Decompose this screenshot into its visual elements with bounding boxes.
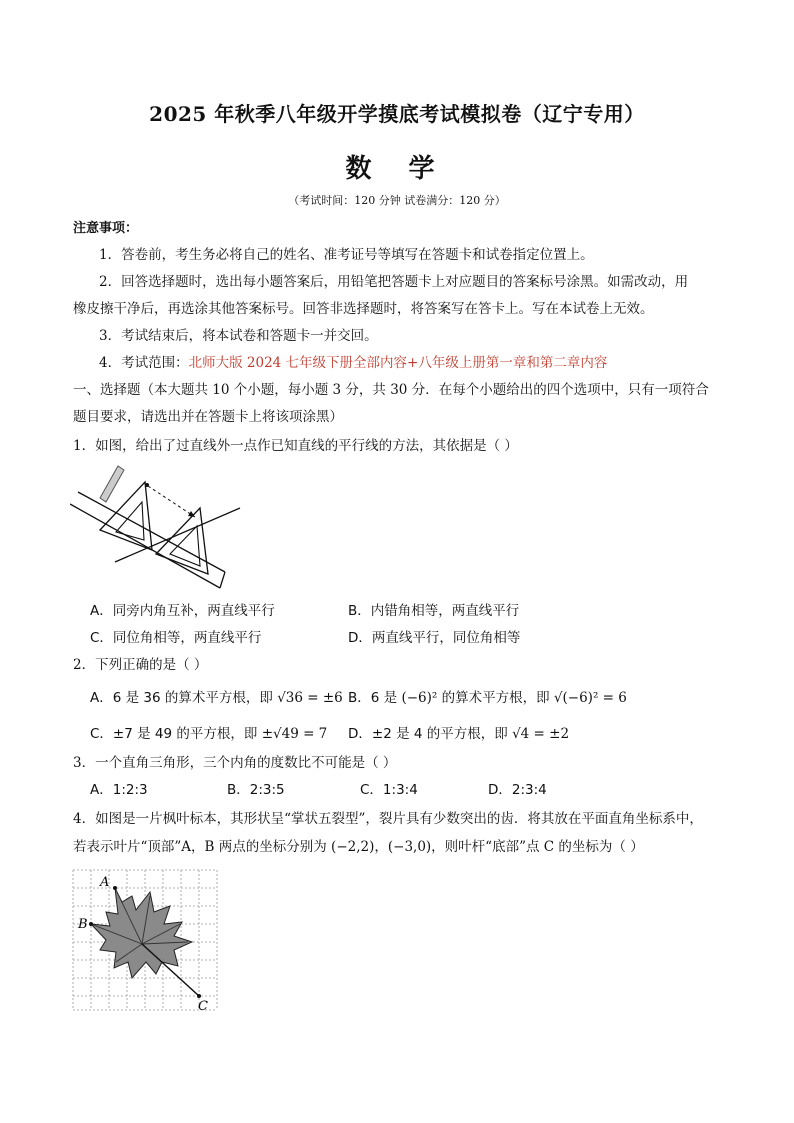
- q3-stem: 3．一个直角三角形，三个内角的度数比不可能是（ ）: [73, 755, 397, 771]
- q1-option-b: B．内错角相等，两直线平行: [348, 603, 520, 619]
- scope-text: 北师大版 2024 七年级下册全部内容+八年级上册第一章和第二章内容: [188, 355, 608, 371]
- notice-item-2: 2．回答选择题时，选出每小题答案后，用铅笔把答题卡上对应题目的答案标号涂黑。如需改动，用: [99, 274, 689, 290]
- fig-point-c: [197, 994, 201, 998]
- q1-option-a: A．同旁内角互补，两直线平行: [90, 603, 275, 619]
- q3-option-d: D．2:3:4: [488, 782, 547, 798]
- q3-option-b: B．2:3:5: [227, 782, 285, 798]
- notice-item-1: 1．答卷前，考生务必将自己的姓名、准考证号等填写在答题卡和试卷指定位置上。: [99, 247, 594, 263]
- q2-option-a-math: √36 = ±6: [277, 690, 343, 706]
- page-title: 2025 年秋季八年级开学摸底考试模拟卷（辽宁专用）: [149, 102, 645, 126]
- q2-option-a-text: A．6 是 36 的算术平方根，即: [90, 690, 273, 706]
- q2-option-b-mid: 的算术平方根，即: [441, 690, 550, 706]
- subject-title: 数 学: [345, 154, 449, 184]
- fig-ruler-end: [220, 572, 225, 588]
- q1-option-c: C．同位角相等，两直线平行: [90, 630, 262, 646]
- exam-meta: （考试时间：120 分钟 试卷满分：120 分）: [288, 194, 506, 207]
- q2-option-b: [348, 689, 627, 707]
- q3-option-c: C．1:3:4: [360, 782, 418, 798]
- q2-stem: 2．下列正确的是（ ）: [73, 657, 208, 673]
- fig-known-line: [115, 508, 240, 562]
- pencil-icon: [100, 466, 124, 502]
- q2-option-a: [90, 689, 343, 707]
- fig-label-b: B: [78, 917, 88, 932]
- section1-line1: 一、选择题（本大题共 10 个小题，每小题 3 分，共 30 分．在每个小题给出的四个选项中，只有一项符合: [73, 382, 709, 398]
- notice-item-4: [99, 354, 607, 372]
- q2-option-b-math1: (−6)²: [401, 690, 438, 706]
- fig-point-a: [113, 886, 117, 890]
- q2-option-d: [348, 725, 569, 743]
- fig-label-a: A: [100, 875, 110, 890]
- ruler-triangle-figure: [70, 462, 245, 590]
- q2-option-b-math2: √(−6)² = 6: [553, 690, 627, 706]
- maple-leaf-icon: [91, 888, 192, 978]
- fig-dashed-line: [148, 486, 195, 517]
- fig-point: [145, 483, 149, 487]
- q2-option-b-text: B．6 是: [348, 690, 398, 706]
- fig-ruler-edge-a: [70, 504, 220, 588]
- fig-label-c: C: [198, 999, 208, 1014]
- q2-option-c: [90, 725, 327, 743]
- maple-leaf-figure: [70, 866, 220, 1014]
- q4-line2: 若表示叶片“顶部”A，B 两点的坐标分别为 (−2,2)，(−3,0)，则叶杆“底部”点 C 的坐标为（ ）: [73, 839, 644, 855]
- q2-option-d-math: √4 = ±2: [512, 726, 570, 742]
- notice-item-3: 3．考试结束后，将本试卷和答题卡一并交回。: [99, 328, 378, 344]
- notice-item-2-cont: 橡皮擦干净后，再选涂其他答案标号。回答非选择题时，将答案写在答卡上。写在本试卷上无效。: [73, 301, 654, 317]
- q3-option-a: A．1:2:3: [90, 782, 148, 798]
- scope-prefix: 4．考试范围：: [99, 355, 189, 371]
- q1-stem: 1．如图，给出了过直线外一点作已知直线的平行线的方法，其依据是（ ）: [73, 438, 518, 454]
- q2-option-c-math: ±√49 = 7: [261, 726, 328, 742]
- q2-option-d-text: D．±2 是 4 的平方根，即: [348, 726, 508, 742]
- q4-line1: 4．如图是一片枫叶标本，其形状呈“掌状五裂型”，裂片具有少数突出的齿．将其放在平面直角坐标系中，: [73, 811, 703, 827]
- q2-option-c-text: C．±7 是 49 的平方根，即: [90, 726, 258, 742]
- section1-line2: 题目要求，请选出并在答题卡上将该项涂黑）: [73, 409, 343, 425]
- q1-option-d: D．两直线平行，同位角相等: [348, 630, 521, 646]
- fig-point-b: [89, 922, 93, 926]
- notice-heading: 注意事项：: [73, 221, 139, 236]
